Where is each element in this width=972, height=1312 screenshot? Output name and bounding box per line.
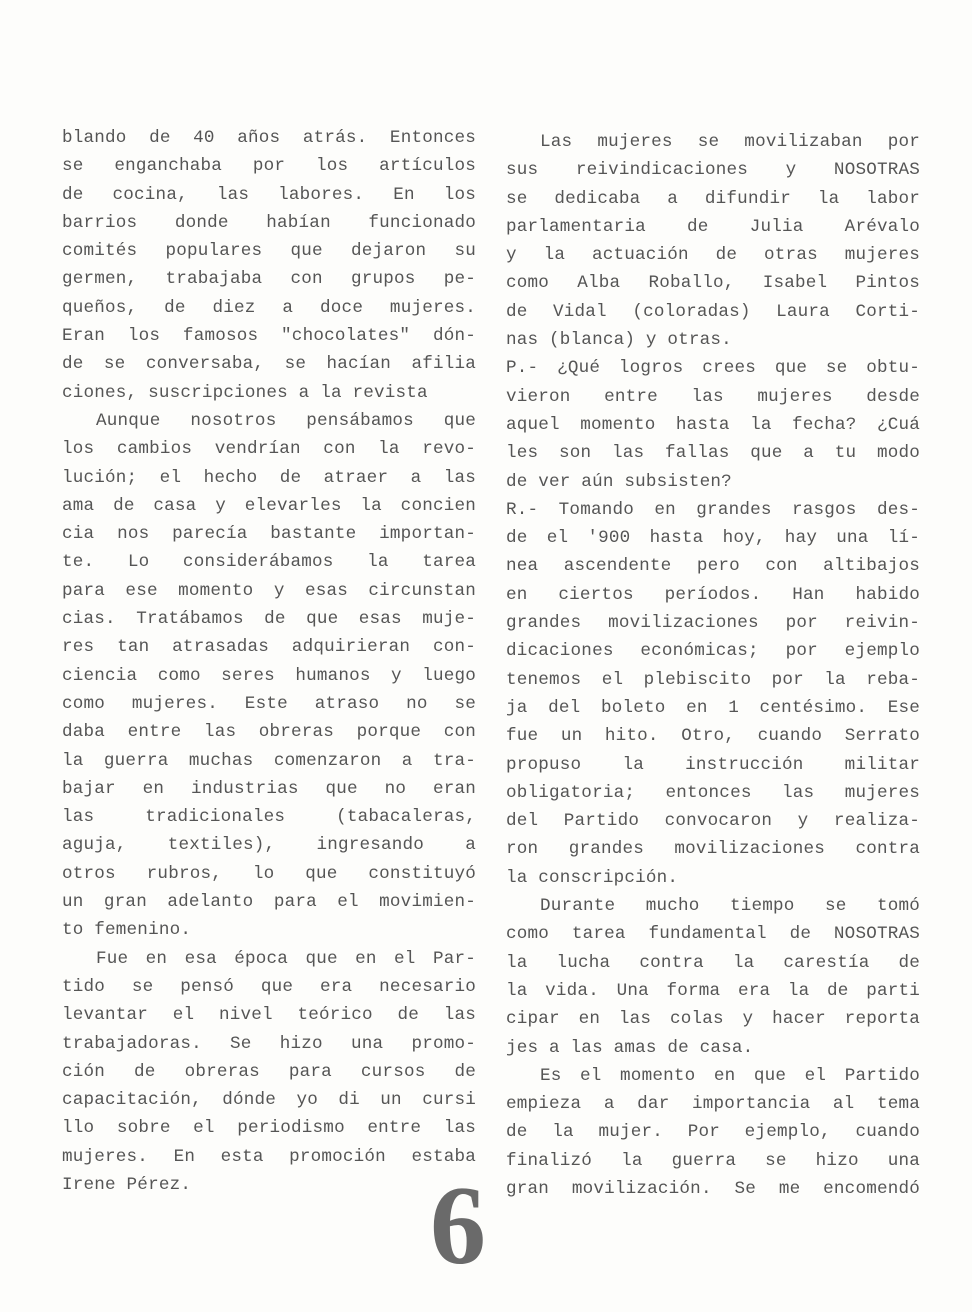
text-line: la conscripción. (506, 867, 679, 888)
text-line: ciencia como seres humanos y luego (62, 665, 476, 686)
text-line: obligatoria; entonces las mujeres (506, 782, 920, 803)
text-line: se enganchaba por los artículos (62, 156, 476, 177)
text-line: Fue en esa época que en el Par- (96, 948, 476, 969)
text-line: grandes movilizaciones por reivin- (506, 613, 920, 634)
text-line: res tan atrasadas adquirieran con- (62, 637, 476, 658)
text-line: queños, de diez a doce mujeres. (62, 297, 476, 318)
text-line: R.- Tomando en grandes rasgos des- (506, 499, 920, 520)
text-line: parlamentaria de Julia Arévalo (506, 216, 920, 237)
text-line: barrios donde habían funcionado (62, 212, 476, 233)
text-line: Las mujeres se movilizaban por (540, 132, 920, 152)
text-line: tido se pensó que era necesario (62, 976, 476, 997)
text-line: de la mujer. Por ejemplo, cuando (506, 1122, 920, 1143)
text-line: nas (blanca) y otras. (506, 330, 732, 351)
text-line: la lucha contra la carestía de (506, 952, 920, 973)
text-line: cias. Tratábamos de que esas muje- (62, 609, 476, 630)
text-line: mujeres. En esta promoción estaba (62, 1146, 476, 1167)
text-line: levantar el nivel teórico de las (62, 1005, 476, 1026)
text-line: bajar en industrias que no eran (62, 778, 476, 799)
text-line: en ciertos períodos. Han habido (506, 584, 920, 605)
text-line: to femenino. (62, 920, 192, 941)
text-line: Es el momento en que el Partido (540, 1065, 920, 1086)
text-line: ciones, suscripciones a la revista (62, 382, 428, 403)
text-line: trabajadoras. Se hizo una promo- (62, 1033, 476, 1054)
text-line: la vida. Una forma era la de parti (506, 980, 920, 1001)
text-line: tenemos el plebiscito por la reba- (506, 669, 920, 690)
text-line: germen, trabajaba con grupos pe- (62, 269, 476, 290)
text-line: ción de obreras para cursos de (62, 1061, 476, 1082)
text-line: llo sobre el periodismo entre las (62, 1118, 476, 1139)
text-line: sus reivindicaciones y NOSOTRAS (506, 160, 920, 181)
text-line: un gran adelanto para el movimien- (62, 892, 476, 913)
text-line: vieron entre las mujeres desde (506, 386, 920, 407)
right-column (506, 128, 920, 1203)
text-line: jes a las amas de casa. (506, 1037, 754, 1058)
text-line: aguja, textiles), ingresando a (62, 835, 476, 856)
text-line: te. Lo considerábamos la tarea (62, 552, 476, 573)
text-line: gran movilización. Se me encomendó (506, 1178, 920, 1199)
text-line: se dedicaba a difundir la labor (506, 188, 920, 209)
text-line: de Vidal (coloradas) Laura Corti- (506, 301, 920, 322)
text-line: capacitación, dónde yo di un cursi (62, 1090, 476, 1111)
text-line: como Alba Roballo, Isabel Pintos (506, 273, 920, 294)
text-line: ron grandes movilizaciones contra (506, 839, 920, 860)
text-line: les son las fallas que a tu modo (506, 443, 920, 464)
text-line: las tradicionales (tabacaleras, (62, 807, 476, 828)
text-line: de se conversaba, se hacían afilia (62, 354, 476, 375)
text-line: nea ascendente pero con altibajos (506, 556, 920, 577)
left-column (62, 124, 476, 1199)
text-line: como mujeres. Este atraso no se (62, 693, 476, 714)
page-number: 6 (430, 1164, 486, 1288)
text-line: del Partido convocaron y realiza- (506, 811, 920, 832)
text-line: comités populares que dejaron su (62, 241, 476, 262)
text-line: P.- ¿Qué logros crees que se obtu- (506, 358, 920, 379)
text-line: blando de 40 años atrás. Entonces (62, 128, 476, 148)
text-line: los cambios vendrían con la revo- (62, 439, 476, 460)
text-line: Durante mucho tiempo se tomó (540, 896, 920, 917)
text-line: como tarea fundamental de NOSOTRAS (506, 924, 920, 945)
text-line: otros rubros, lo que constituyó (62, 863, 476, 884)
text-line: Aunque nosotros pensábamos que (96, 410, 476, 431)
text-line: cia nos parecía bastante importan- (62, 524, 476, 545)
text-line: la guerra muchas comenzaron a tra- (62, 750, 476, 771)
text-line: y la actuación de otras mujeres (506, 245, 920, 266)
text-line: cipar en las colas y hacer reporta (506, 1009, 920, 1030)
text-line: daba entre las obreras porque con (62, 722, 476, 743)
text-line: empieza a dar importancia al tema (506, 1094, 920, 1115)
text-line: aquel momento hasta la fecha? ¿Cuá (506, 414, 920, 435)
text-line: ama de casa y elevarles la concien (62, 495, 476, 516)
text-line: de el '900 hasta hoy, hay una lí- (506, 528, 920, 549)
text-line: fue un hito. Otro, cuando Serrato (506, 726, 920, 747)
text-line: de cocina, las labores. En los (62, 184, 476, 205)
text-line: de ver aún subsisten? (506, 471, 732, 492)
text-line: finalizó la guerra se hizo una (506, 1150, 920, 1171)
text-line: para ese momento y esas circunstan (62, 580, 476, 601)
text-line: Irene Pérez. (62, 1174, 192, 1195)
text-line: dicaciones económicas; por ejemplo (506, 641, 920, 662)
text-line: lución; el hecho de atraer a las (62, 467, 476, 488)
text-line: Eran los famosos "chocolates" dón- (62, 326, 476, 347)
text-line: propuso la instrucción militar (506, 754, 920, 775)
text-line: ja del boleto en 1 centésimo. Ese (506, 697, 920, 718)
